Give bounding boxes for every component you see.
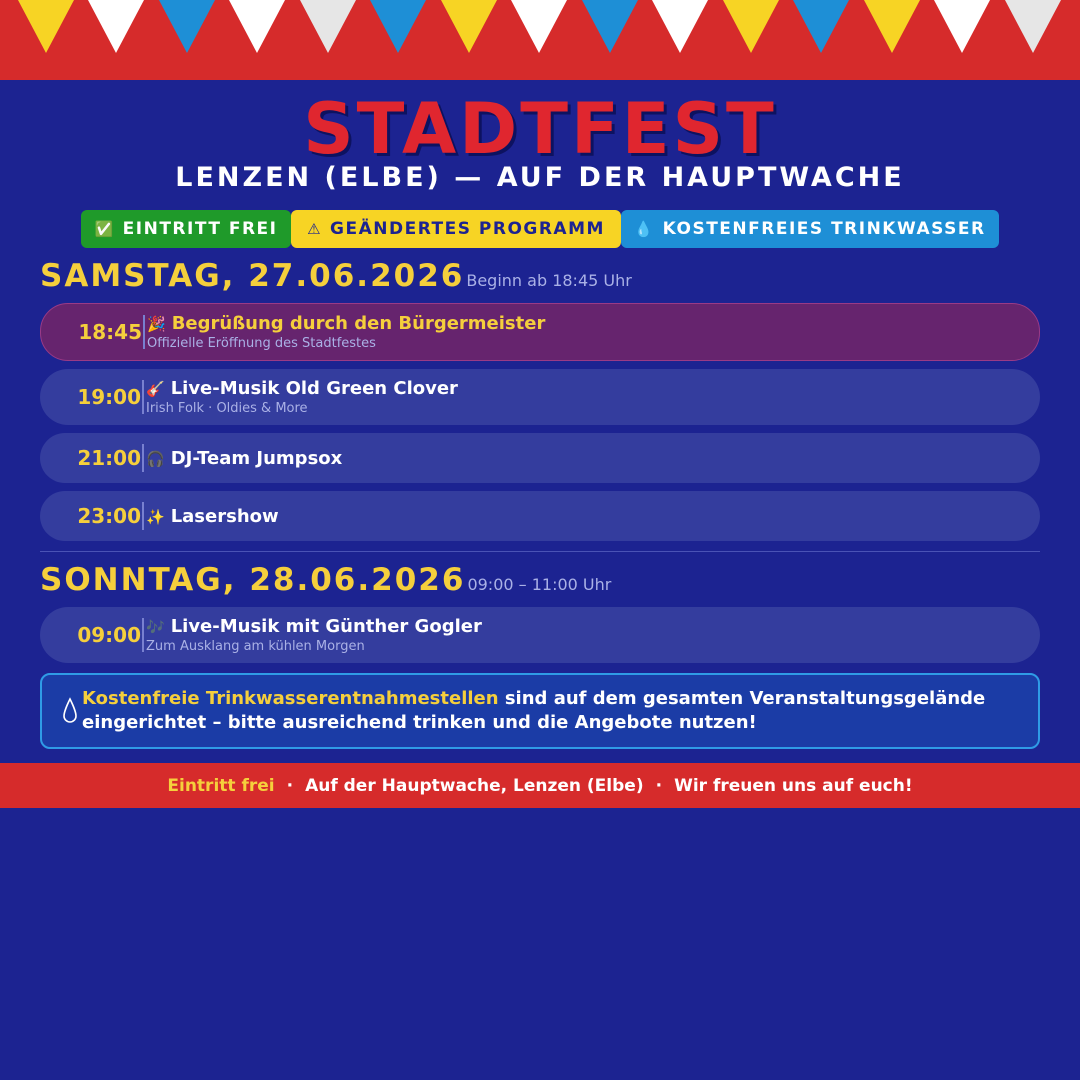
badge-free-entry <box>81 210 291 248</box>
badge-changed-program <box>291 210 621 248</box>
day-name: SONNTAG, 28.06.2026 <box>40 562 466 598</box>
event-item <box>40 607 1040 663</box>
day-heading-sunday <box>40 562 611 598</box>
event-title: 🎸 Live-Musik Old Green Clover <box>146 378 458 399</box>
droplet-icon <box>62 697 78 725</box>
badge-row <box>81 210 999 248</box>
droplet-icon: 💧 <box>634 220 655 238</box>
badge-free-water <box>621 210 999 248</box>
footer-location: Auf der Hauptwache, Lenzen (Elbe) <box>305 775 644 796</box>
day-name: SAMSTAG, 27.06.2026 <box>40 258 465 294</box>
footer-bar <box>0 763 1080 808</box>
event-title: 🎧 DJ-Team Jumpsox <box>146 447 343 469</box>
footer-greeting: Wir freuen uns auf euch! <box>674 775 913 796</box>
event-item <box>40 491 1040 541</box>
check-icon: ✅ <box>94 220 115 238</box>
event-subtitle: Offizielle Eröffnung des Stadtfestes <box>147 336 376 351</box>
water-notice <box>40 673 1040 749</box>
event-time: 09:00 <box>77 623 141 647</box>
badge-label: GEÄNDERTES PROGRAMM <box>330 219 605 239</box>
headphones-icon: 🎧 <box>146 449 165 468</box>
event-item <box>40 303 1040 361</box>
event-title: 🎉 Begrüßung durch den Bürgermeister <box>147 313 546 334</box>
event-time: 23:00 <box>77 504 141 528</box>
event-item <box>40 369 1040 425</box>
music-notes-icon: 🎶 <box>146 618 165 636</box>
event-subtitle: Zum Ausklang am kühlen Morgen <box>146 639 365 654</box>
footer-free-entry: Eintritt frei <box>167 775 275 796</box>
bunting-flags <box>0 0 1080 80</box>
day-note: 09:00 – 11:00 Uhr <box>467 575 612 594</box>
day-heading-saturday <box>40 258 632 294</box>
water-notice-text: Kostenfreie Trinkwasserentnahmestellen sind auf dem gesamten Veranstaltungsgelände eingerichtet – bitte ausreichend trinken und die Angebote nutzen! <box>82 688 986 733</box>
party-icon: 🎉 <box>147 315 166 333</box>
sparkles-icon: ✨ <box>146 507 165 526</box>
guitar-icon: 🎸 <box>146 380 165 398</box>
event-subtitle: Irish Folk · Oldies & More <box>146 401 308 416</box>
event-time: 18:45 <box>78 320 142 344</box>
event-title: 🎶 Live-Musik mit Günther Gogler <box>146 616 482 637</box>
event-item <box>40 433 1040 483</box>
footer-separator: · <box>286 775 294 796</box>
event-title: ✨ Lasershow <box>146 505 279 527</box>
page-title: STADTFEST <box>303 88 777 170</box>
badge-label: KOSTENFREIES TRINKWASSER <box>662 219 986 239</box>
event-time: 21:00 <box>77 446 141 470</box>
day-note: Beginn ab 18:45 Uhr <box>466 271 632 290</box>
event-time: 19:00 <box>77 385 141 409</box>
warning-icon: ⚠ <box>307 220 323 238</box>
day-divider <box>40 551 1040 552</box>
bunting-banner <box>0 0 1080 80</box>
page-subtitle: LENZEN (ELBE) — AUF DER HAUPTWACHE <box>175 162 905 193</box>
badge-label: EINTRITT FREI <box>122 219 278 239</box>
footer-separator: · <box>655 775 663 796</box>
